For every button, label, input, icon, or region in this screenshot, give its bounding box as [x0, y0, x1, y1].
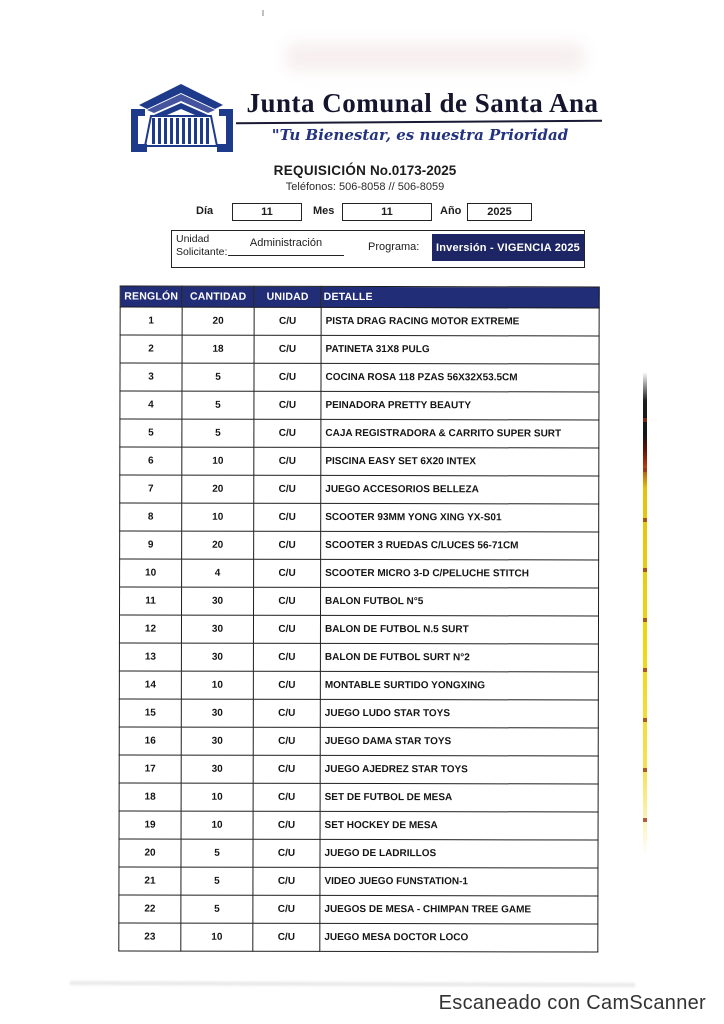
- org-title: Junta Comunal de Santa Ana: [246, 88, 599, 118]
- table-cell: C/U: [254, 587, 321, 615]
- title-underline: [236, 120, 602, 125]
- table-cell: 1: [120, 307, 182, 335]
- table-row: [120, 419, 599, 448]
- items-table: [118, 285, 599, 952]
- table-cell: 5: [120, 419, 182, 447]
- table-cell: 13: [119, 643, 181, 671]
- table-cell: 2: [120, 335, 182, 363]
- month-label: Mes: [313, 205, 335, 217]
- table-cell: 20: [182, 531, 254, 559]
- table-cell: SCOOTER 3 RUEDAS C/LUCES 56-71CM: [321, 531, 599, 560]
- table-row: [119, 895, 598, 924]
- table-cell: 10: [181, 811, 253, 839]
- header-cantidad: CANTIDAD: [182, 286, 254, 307]
- table-cell: C/U: [254, 475, 321, 503]
- table-cell: 16: [119, 727, 181, 755]
- table-cell: C/U: [253, 615, 320, 643]
- table-cell: COCINA ROSA 118 PZAS 56X32X53.5CM: [321, 363, 599, 392]
- table-row: [120, 587, 599, 616]
- table-cell: 4: [120, 391, 182, 419]
- date-row: [0, 203, 724, 221]
- table-cell: CAJA REGISTRADORA & CARRITO SUPER SURT: [321, 419, 599, 448]
- table-cell: 5: [181, 839, 253, 867]
- table-cell: JUEGO MESA DOCTOR LOCO: [320, 923, 598, 952]
- program-label: Programa:: [368, 241, 420, 253]
- header-detalle: DETALLE: [321, 286, 599, 308]
- table-row: [119, 783, 598, 812]
- table-cell: C/U: [254, 363, 321, 391]
- table-cell: 3: [120, 363, 182, 391]
- table-cell: PATINETA 31X8 PULG: [321, 335, 599, 364]
- table-cell: C/U: [253, 923, 320, 951]
- table-row: [119, 727, 598, 756]
- table-cell: 20: [119, 839, 181, 867]
- table-cell: C/U: [254, 307, 321, 335]
- table-cell: 6: [120, 447, 182, 475]
- requisition-title: [135, 163, 595, 178]
- table-cell: SET HOCKEY DE MESA: [320, 811, 598, 840]
- scan-artifact-strip: [643, 372, 647, 856]
- table-cell: 10: [182, 503, 254, 531]
- table-cell: C/U: [254, 447, 321, 475]
- table-cell: 23: [119, 923, 181, 951]
- table-cell: 10: [181, 783, 253, 811]
- items-table-header: [120, 286, 599, 308]
- table-cell: C/U: [253, 671, 320, 699]
- scan-streak: [70, 981, 635, 987]
- phones-line: Teléfonos: 506-8058 // 506-8059: [285, 181, 445, 193]
- table-cell: BALON DE FUTBOL SURT N°2: [320, 643, 598, 672]
- unit-label: Unidad Solicitante:: [176, 233, 228, 258]
- table-cell: SET DE FUTBOL DE MESA: [320, 783, 598, 812]
- table-cell: 20: [182, 475, 254, 503]
- table-cell: C/U: [253, 783, 320, 811]
- table-cell: 4: [182, 559, 254, 587]
- table-cell: 11: [120, 587, 182, 615]
- table-cell: C/U: [254, 503, 321, 531]
- table-cell: JUEGO ACCESORIOS BELLEZA: [321, 475, 599, 504]
- table-cell: C/U: [254, 419, 321, 447]
- table-cell: C/U: [253, 755, 320, 783]
- table-row: [119, 615, 598, 644]
- table-cell: 5: [182, 363, 254, 391]
- table-cell: C/U: [253, 643, 320, 671]
- table-cell: 30: [181, 643, 253, 671]
- table-cell: BALON DE FUTBOL N.5 SURT: [320, 615, 598, 644]
- month-value-box: 11: [342, 203, 432, 221]
- table-cell: VIDEO JUEGO FUNSTATION-1: [320, 867, 598, 896]
- table-cell: 10: [181, 671, 253, 699]
- camscanner-watermark: Escaneado con CamScanner: [438, 992, 706, 1014]
- table-row: [120, 503, 599, 532]
- table-row: [120, 363, 599, 392]
- requisition-title-label: REQUISICIÓN: [273, 163, 367, 178]
- table-cell: C/U: [254, 559, 321, 587]
- unit-value: Administración: [228, 237, 344, 256]
- table-cell: JUEGO DE LADRILLOS: [320, 839, 598, 868]
- table-row: [119, 643, 598, 672]
- day-label: Día: [196, 205, 214, 217]
- table-row: [120, 391, 599, 420]
- table-cell: 21: [119, 867, 181, 895]
- table-cell: SCOOTER MICRO 3-D C/PELUCHE STITCH: [321, 559, 599, 588]
- header-renglon: RENGLÓN: [120, 286, 182, 307]
- table-cell: C/U: [253, 727, 320, 755]
- table-cell: 18: [182, 335, 254, 363]
- year-label: Año: [440, 205, 462, 217]
- items-table-body: [119, 307, 599, 952]
- year-value-box: 2025: [467, 203, 532, 221]
- table-cell: PEINADORA PRETTY BEAUTY: [321, 391, 599, 420]
- table-row: [119, 755, 598, 784]
- table-cell: PISTA DRAG RACING MOTOR EXTREME: [321, 307, 599, 336]
- table-cell: BALON FUTBOL N°5: [321, 587, 599, 616]
- table-row: [120, 559, 599, 588]
- requisition-number: No.0173-2025: [370, 163, 457, 178]
- table-cell: C/U: [253, 895, 320, 923]
- table-cell: JUEGO LUDO STAR TOYS: [320, 699, 598, 728]
- table-cell: 5: [181, 895, 253, 923]
- table-cell: C/U: [253, 699, 320, 727]
- table-row: [120, 531, 599, 560]
- table-cell: PISCINA EASY SET 6X20 INTEX: [321, 447, 599, 476]
- table-row: [120, 475, 599, 504]
- table-row: [119, 923, 598, 952]
- scan-speck: [262, 10, 264, 16]
- table-cell: MONTABLE SURTIDO YONGXING: [320, 671, 598, 700]
- table-cell: 5: [182, 391, 254, 419]
- table-cell: 15: [119, 699, 181, 727]
- table-row: [119, 839, 598, 868]
- table-cell: C/U: [254, 531, 321, 559]
- table-cell: 30: [181, 615, 253, 643]
- table-cell: 30: [181, 699, 253, 727]
- table-cell: 14: [119, 671, 181, 699]
- table-cell: 30: [181, 755, 253, 783]
- table-cell: JUEGO DAMA STAR TOYS: [320, 727, 598, 756]
- table-cell: 9: [120, 531, 182, 559]
- table-cell: 10: [181, 923, 253, 951]
- table-row: [119, 671, 598, 700]
- table-row: [119, 867, 598, 896]
- table-cell: 30: [182, 587, 254, 615]
- table-row: [120, 307, 599, 336]
- table-row: [120, 447, 599, 476]
- table-cell: 5: [181, 867, 253, 895]
- table-row: [119, 699, 598, 728]
- table-cell: JUEGOS DE MESA - CHIMPAN TREE GAME: [320, 895, 598, 924]
- table-cell: JUEGO AJEDREZ STAR TOYS: [320, 755, 598, 784]
- table-cell: 19: [119, 811, 181, 839]
- table-cell: 5: [182, 419, 254, 447]
- table-cell: C/U: [253, 811, 320, 839]
- program-value-badge: Inversión - VIGENCIA 2025: [432, 234, 584, 261]
- table-cell: C/U: [253, 839, 320, 867]
- unit-program-box: [171, 230, 585, 268]
- table-cell: 18: [119, 783, 181, 811]
- table-cell: 7: [120, 475, 182, 503]
- table-cell: C/U: [253, 867, 320, 895]
- org-slogan: "Tu Bienestar, es nuestra Prioridad: [271, 126, 569, 144]
- table-cell: 20: [182, 307, 254, 335]
- day-value-box: 11: [232, 203, 302, 221]
- table-row: [119, 811, 598, 840]
- table-cell: 8: [120, 503, 182, 531]
- table-row: [120, 335, 599, 364]
- table-cell: C/U: [254, 391, 321, 419]
- table-cell: 17: [119, 755, 181, 783]
- table-cell: 30: [181, 727, 253, 755]
- table-cell: C/U: [254, 335, 321, 363]
- table-cell: SCOOTER 93MM YONG XING YX-S01: [321, 503, 599, 532]
- header-unidad: UNIDAD: [254, 286, 321, 307]
- table-cell: 22: [119, 895, 181, 923]
- table-cell: 10: [182, 447, 254, 475]
- building-columns-logo: [127, 82, 237, 154]
- table-cell: 12: [119, 615, 181, 643]
- scan-bleedthrough-smudge: [285, 42, 585, 72]
- table-cell: 10: [120, 559, 182, 587]
